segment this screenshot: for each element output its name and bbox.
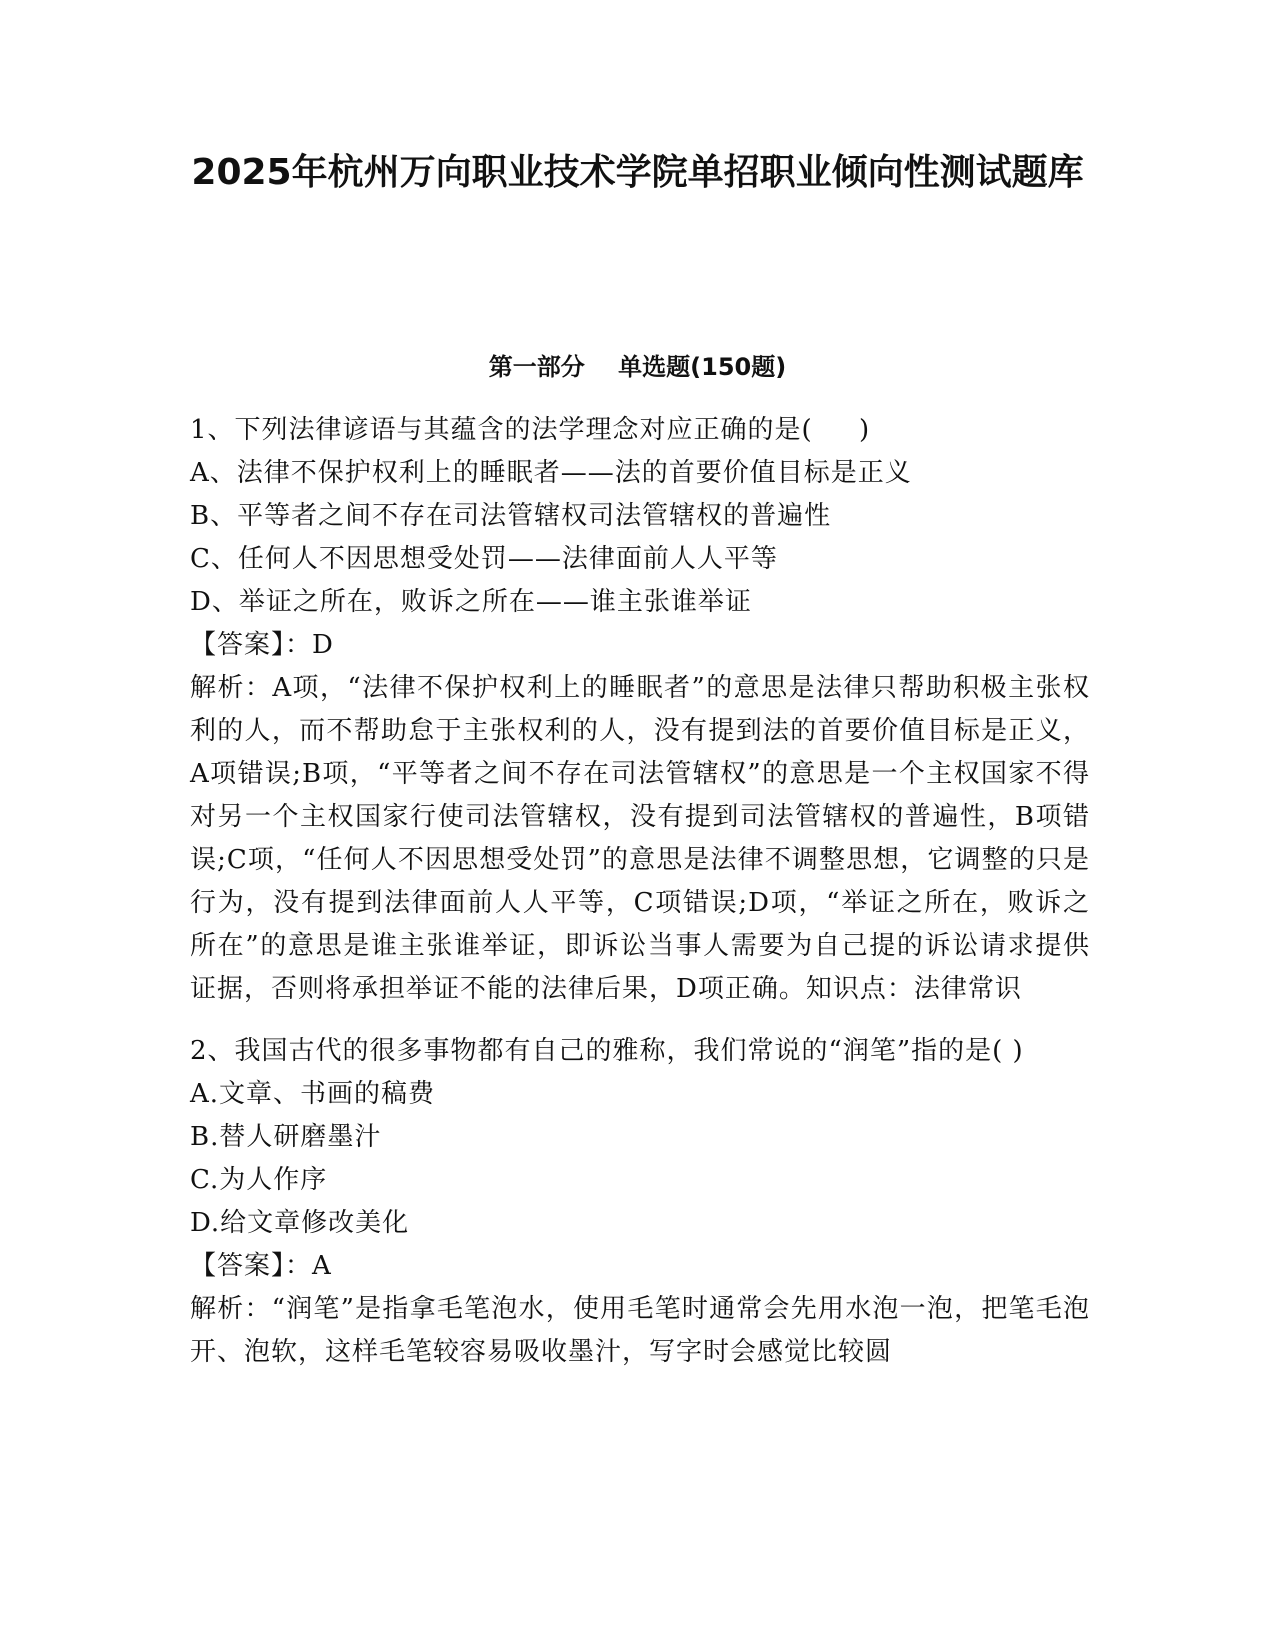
document-title: 2025年杭州万向职业技术学院单招职业倾向性测试题库 — [191, 152, 1084, 193]
option-a: A.文章、书画的稿费 — [190, 1079, 436, 1109]
option-b: B.替人研磨墨汁 — [190, 1122, 382, 1152]
option-d: D.给文章修改美化 — [190, 1208, 410, 1238]
analysis-paragraph: 解析：“润笔”是指拿毛笔泡水，使用毛笔时通常会先用水泡一泡，把笔毛泡开、泡软，这样毛笔较容易吸收墨汁，写字时会感觉比较圆 — [190, 1294, 1090, 1367]
analysis-paragraph: 解析：A项，“法律不保护权利上的睡眠者”的意思是法律只帮助积极主张权利的人，而不帮助怠于主张权利的人，没有提到法的首要价值目标是正义，A项错误;B项，“平等者之间不存在司法管辖权”的意思是一个主权国家不得对另一个主权国家行使司法管辖权，没有提到司法管辖权的普遍性，B项错误;C项，“任何人不因思想受处罚”的意思是法律不调整思想，它调整的只是行为，没有提到法律面前人人平等，C项错误;D项，“举证之所在，败诉之所在”的意思是谁主张谁举证，即诉讼当事人需要为自己提的诉讼请求提供证据，否则将承担举证不能的法律后果，D项正确。知识点：法律常识 — [190, 673, 1090, 1004]
option-b: B、平等者之间不存在司法管辖权司法管辖权的普遍性 — [190, 501, 832, 531]
answer-line: 【答案】：A — [190, 1251, 332, 1281]
option-c: C.为人作序 — [190, 1165, 328, 1195]
option-c: C、任何人不因思想受处罚——法律面前人人平等 — [190, 544, 778, 574]
question-list — [190, 409, 1090, 1374]
answer-line: 【答案】：D — [190, 630, 334, 660]
question-1 — [190, 409, 1090, 1011]
question-stem: 2、我国古代的很多事物都有自己的雅称，我们常说的“润笔”指的是( ) — [190, 1036, 1024, 1066]
question-stem: 1、下列法律谚语与其蕴含的法学理念对应正确的是( ) — [190, 415, 871, 445]
question-2 — [190, 1030, 1090, 1374]
option-a: A、法律不保护权利上的睡眠者——法的首要价值目标是正义 — [190, 458, 912, 488]
option-d: D、举证之所在，败诉之所在——谁主张谁举证 — [190, 587, 752, 617]
section-heading: 第一部分 单选题(150题) — [488, 353, 787, 381]
